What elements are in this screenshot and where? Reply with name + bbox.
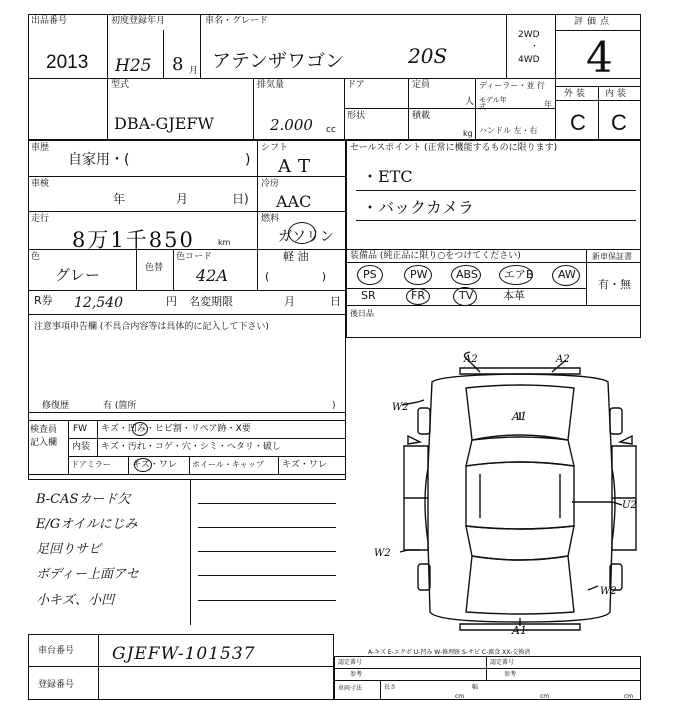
color-label: 色 bbox=[31, 252, 41, 262]
r-label: R券 bbox=[34, 294, 53, 307]
equipment-fr[interactable]: FR bbox=[411, 289, 425, 302]
chassis-label: 車台番号 bbox=[38, 646, 75, 656]
sales-point: ・バックカメラ bbox=[362, 198, 475, 217]
length-label: 長さ bbox=[384, 684, 397, 691]
load-label: 積載 bbox=[412, 111, 431, 121]
repair-value: 有 (箇所 bbox=[103, 401, 137, 411]
diagram-mark: A1 bbox=[512, 624, 527, 637]
model-label: 型式 bbox=[111, 80, 130, 90]
equipment-ps[interactable]: PS bbox=[363, 268, 377, 281]
history-label: 車歴 bbox=[31, 143, 50, 153]
name-change-day: 日 bbox=[330, 295, 341, 308]
fuel: ガソリン bbox=[278, 229, 334, 245]
repair-close: ) bbox=[332, 401, 336, 411]
tv-circle bbox=[453, 287, 477, 306]
drive-dot: ・ bbox=[530, 42, 540, 52]
diagram-mark: W2 bbox=[392, 402, 409, 413]
model: DBA-GJEFW bbox=[114, 114, 214, 133]
first-reg-label: 初度登録年月 bbox=[111, 16, 166, 26]
diagram-mark: A2 bbox=[464, 354, 478, 365]
interior-label: 内装 bbox=[605, 89, 630, 99]
equipment-tv[interactable]: TV bbox=[459, 289, 474, 302]
inspector-row-wheel-key: ホイール・キャップ bbox=[192, 460, 264, 469]
pw-circle bbox=[404, 265, 432, 285]
capacity-label: 定員 bbox=[412, 80, 431, 90]
damage-diagram bbox=[360, 350, 660, 640]
handwritten-note: E/Gオイルにじみ bbox=[36, 517, 138, 532]
ps-circle bbox=[357, 265, 383, 285]
inspector-row-fw-value: キズ・凹み・ヒビ割・リペア跡・X要 bbox=[101, 424, 251, 434]
equipment-sr[interactable]: SR bbox=[361, 289, 376, 302]
abs-circle bbox=[451, 265, 481, 285]
color-code: 42A bbox=[196, 266, 228, 285]
car-name-label: 車名・グレード bbox=[205, 16, 269, 26]
grade: 20S bbox=[408, 44, 448, 68]
color: グレー bbox=[55, 266, 101, 284]
diagram-mark: A2 bbox=[556, 354, 570, 365]
fuel-alt: 軽 油 bbox=[283, 250, 309, 263]
inspector-row-mirror-value: キズ・ワレ bbox=[132, 460, 177, 470]
shift: AT bbox=[278, 156, 319, 177]
mileage-unit: km bbox=[218, 238, 231, 247]
inspector-row-mirror-key: ドアミラー bbox=[71, 460, 111, 469]
cert2-label: 認定番号 bbox=[490, 659, 515, 666]
handwritten-note: 足回りサビ bbox=[36, 542, 102, 557]
history: 自家用・( bbox=[68, 152, 130, 168]
color-change-label: 色替 bbox=[145, 263, 164, 273]
diagram-mark: W2 bbox=[600, 586, 617, 597]
length-cm: cm bbox=[455, 693, 465, 700]
inspection-label: 車検 bbox=[31, 179, 50, 189]
inspection-day: 日) bbox=[232, 192, 249, 206]
load-unit: kg bbox=[463, 129, 473, 138]
inspector-row-int-key: 内装 bbox=[72, 442, 91, 452]
handwritten-note: 小キズ、小凹 bbox=[36, 593, 115, 608]
r-value: 12,540 bbox=[74, 295, 123, 311]
handle-label: ハンドル 左・右 bbox=[479, 126, 538, 135]
airbag-circle bbox=[499, 265, 533, 285]
displacement-unit: cc bbox=[326, 125, 336, 135]
car-name: アテンザワゴン bbox=[212, 50, 345, 72]
fuel-label: 燃料 bbox=[261, 214, 280, 224]
shape-label: 形状 bbox=[347, 111, 366, 121]
chassis-value: GJEFW-101537 bbox=[112, 644, 256, 664]
diagram-mark: U2 bbox=[622, 500, 637, 511]
name-change-label: 名変期限 bbox=[189, 295, 233, 308]
diagram-mark: A1 bbox=[512, 410, 527, 423]
equipment-abs[interactable]: ABS bbox=[456, 268, 478, 281]
equipment-label: 装備品 (純正品に限り○をつけてください) bbox=[350, 251, 521, 261]
drive-2wd: 2WD bbox=[518, 30, 540, 40]
fuel-paren: ( ) bbox=[265, 270, 327, 283]
inspector-row-wheel-value: キズ・ワレ bbox=[282, 460, 327, 470]
height-cm: cm bbox=[624, 693, 634, 700]
displacement: 2.000 bbox=[270, 116, 313, 134]
dealer-label: ディーラー・並 行 bbox=[479, 81, 545, 90]
first-reg-era: H25 bbox=[115, 56, 152, 76]
fuel-circle bbox=[288, 222, 316, 244]
damage-legend: A-キズ E-エクボ U-凹み W-修理跡 S-サビ C-腐食 XX-交換済 bbox=[368, 649, 531, 656]
interior-grade: C bbox=[611, 110, 627, 135]
fr-circle bbox=[406, 288, 430, 305]
shift-label: シフト bbox=[261, 143, 289, 153]
name-change-month: 月 bbox=[284, 295, 295, 308]
inspection-month: 月 bbox=[176, 192, 189, 206]
handwritten-note: ボディー上面アセ bbox=[36, 567, 139, 582]
sales-point: ・ETC bbox=[362, 167, 413, 186]
drive-4wd: 4WD bbox=[518, 55, 540, 65]
rear-label: 後日品 bbox=[350, 309, 374, 318]
new-warranty-label: 新車保証書 bbox=[592, 252, 632, 261]
reg-label: 登録番号 bbox=[38, 680, 75, 690]
lot-no-label: 出品番号 bbox=[31, 16, 68, 26]
cert1-ref: 参考 bbox=[350, 671, 363, 678]
sales-label: セールスポイント (正常に機能するものに限ります) bbox=[350, 143, 558, 153]
first-reg-month: 8 bbox=[172, 54, 184, 75]
inspection-year: 年 bbox=[113, 192, 126, 206]
r-yen: 円 bbox=[166, 295, 177, 308]
ac: AAC bbox=[276, 192, 312, 211]
year-unit: 年 bbox=[544, 100, 552, 109]
width-label: 幅 bbox=[472, 684, 479, 691]
inspector-label: 検査員 記入欄 bbox=[30, 425, 58, 448]
diagram-mark: W2 bbox=[374, 548, 391, 559]
repair-label: 修復歴 bbox=[42, 401, 70, 411]
lot-no: 2013 bbox=[46, 52, 89, 73]
inspector-row-int-value: キズ・汚れ・コゲ・穴・シミ・ヘタリ・破し bbox=[101, 442, 281, 452]
ac-label: 冷房 bbox=[261, 179, 280, 189]
color-code-label: 色コード bbox=[176, 252, 213, 262]
aw-circle bbox=[552, 265, 580, 286]
equipment-pw[interactable]: PW bbox=[410, 268, 428, 281]
month-unit: 月 bbox=[189, 66, 199, 76]
exterior-label: 外装 bbox=[564, 89, 589, 99]
cert1-label: 認定番号 bbox=[338, 659, 363, 666]
inspector-row-fw-key: FW bbox=[73, 424, 88, 434]
displacement-label: 排気量 bbox=[257, 80, 285, 90]
exterior-grade: C bbox=[570, 110, 586, 135]
history-close: ) bbox=[245, 152, 251, 168]
model-year-label: モデル年式 bbox=[479, 96, 507, 111]
mileage: 8万1千850 bbox=[72, 228, 195, 252]
warranty-value: 有・無 bbox=[598, 278, 631, 291]
width-cm: cm bbox=[540, 693, 550, 700]
score: 4 bbox=[586, 33, 613, 82]
notes-label: 注意事項申告欄 (不具合内容等は具体的に記入して下さい) bbox=[34, 322, 269, 332]
cert2-ref: 参考 bbox=[504, 671, 517, 678]
equipment-leather[interactable]: 本革 bbox=[503, 289, 525, 302]
door-label: ドア bbox=[347, 80, 365, 90]
score-label: 評価点 bbox=[574, 17, 614, 27]
dims-label: 車両寸法 bbox=[338, 685, 363, 692]
capacity-unit: 人 bbox=[465, 97, 475, 107]
handwritten-note: B-CASカード欠 bbox=[36, 492, 131, 507]
equipment-airbag[interactable]: エアB bbox=[504, 268, 534, 281]
mileage-label: 走行 bbox=[31, 214, 50, 224]
equipment-aw[interactable]: AW bbox=[558, 268, 576, 281]
